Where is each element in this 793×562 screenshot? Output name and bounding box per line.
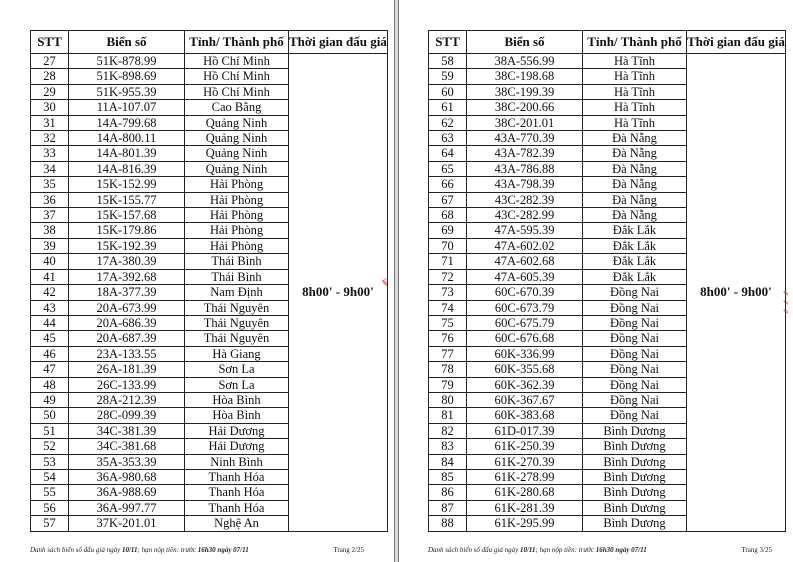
row-stt: 55 xyxy=(31,485,69,500)
plate-table xyxy=(428,30,786,532)
page-number: Trang 3/25 xyxy=(741,546,772,554)
row-plate-number: 14A-799.68 xyxy=(69,115,185,130)
row-province: Hải Dương xyxy=(185,423,289,438)
row-province: Hà Tĩnh xyxy=(583,84,687,99)
row-province: Hồ Chí Minh xyxy=(185,54,289,69)
header-stt: STT xyxy=(429,31,467,54)
header-time: Thời gian đấu giá xyxy=(687,31,786,54)
row-province: Thanh Hóa xyxy=(185,500,289,515)
row-stt: 56 xyxy=(31,500,69,515)
handwritten-signature-mark: ✎ ✎ ✎ xyxy=(783,290,789,316)
row-stt: 54 xyxy=(31,469,69,484)
row-stt: 31 xyxy=(31,115,69,130)
row-stt: 78 xyxy=(429,362,467,377)
row-stt: 42 xyxy=(31,285,69,300)
row-province: Đồng Nai xyxy=(583,331,687,346)
header-province: Tỉnh/ Thành phố xyxy=(583,31,687,54)
row-province: Đồng Nai xyxy=(583,392,687,407)
row-plate-number: 60K-355.68 xyxy=(467,362,583,377)
row-plate-number: 17A-392.68 xyxy=(69,269,185,284)
row-stt: 82 xyxy=(429,423,467,438)
header-stt: STT xyxy=(31,31,69,54)
table-row xyxy=(429,54,786,69)
row-plate-number: 43C-282.99 xyxy=(467,208,583,223)
row-plate-number: 18A-377.39 xyxy=(69,285,185,300)
row-province: Bình Dương xyxy=(583,516,687,531)
row-stt: 74 xyxy=(429,300,467,315)
row-province: Bình Dương xyxy=(583,485,687,500)
row-stt: 28 xyxy=(31,69,69,84)
row-province: Hải Phòng xyxy=(185,223,289,238)
row-province: Hà Giang xyxy=(185,346,289,361)
row-stt: 86 xyxy=(429,485,467,500)
row-province: Đồng Nai xyxy=(583,285,687,300)
row-plate-number: 11A-107.07 xyxy=(69,100,185,115)
row-plate-number: 51K-878.99 xyxy=(69,54,185,69)
row-stt: 77 xyxy=(429,346,467,361)
row-stt: 71 xyxy=(429,254,467,269)
row-plate-number: 61K-280.68 xyxy=(467,485,583,500)
row-province: Quảng Ninh xyxy=(185,146,289,161)
row-stt: 44 xyxy=(31,315,69,330)
row-province: Hà Tĩnh xyxy=(583,115,687,130)
row-stt: 68 xyxy=(429,208,467,223)
row-stt: 41 xyxy=(31,269,69,284)
row-plate-number: 60C-670.39 xyxy=(467,285,583,300)
row-plate-number: 61D-017.39 xyxy=(467,423,583,438)
page-number: Trang 2/25 xyxy=(333,546,364,554)
row-plate-number: 38C-201.01 xyxy=(467,115,583,130)
row-plate-number: 38C-198.68 xyxy=(467,69,583,84)
row-stt: 81 xyxy=(429,408,467,423)
row-stt: 39 xyxy=(31,238,69,253)
row-stt: 34 xyxy=(31,161,69,176)
row-province: Ninh Bình xyxy=(185,454,289,469)
row-province: Quảng Ninh xyxy=(185,115,289,130)
row-stt: 76 xyxy=(429,331,467,346)
row-stt: 51 xyxy=(31,423,69,438)
row-stt: 64 xyxy=(429,146,467,161)
row-plate-number: 47A-595.39 xyxy=(467,223,583,238)
row-province: Sơn La xyxy=(185,377,289,392)
row-province: Cao Bằng xyxy=(185,100,289,115)
row-province: Thái Bình xyxy=(185,254,289,269)
row-plate-number: 60C-673.79 xyxy=(467,300,583,315)
row-plate-number: 14A-800.11 xyxy=(69,131,185,146)
row-province: Thái Nguyên xyxy=(185,300,289,315)
row-plate-number: 43A-798.39 xyxy=(467,177,583,192)
row-stt: 50 xyxy=(31,408,69,423)
row-plate-number: 61K-295.99 xyxy=(467,516,583,531)
row-stt: 58 xyxy=(429,54,467,69)
row-plate-number: 34C-381.68 xyxy=(69,439,185,454)
row-stt: 29 xyxy=(31,84,69,99)
row-plate-number: 35A-353.39 xyxy=(69,454,185,469)
row-stt: 27 xyxy=(31,54,69,69)
row-province: Hồ Chí Minh xyxy=(185,84,289,99)
row-plate-number: 26C-133.99 xyxy=(69,377,185,392)
row-plate-number: 43A-786.88 xyxy=(467,161,583,176)
row-province: Đồng Nai xyxy=(583,362,687,377)
row-plate-number: 61K-250.39 xyxy=(467,439,583,454)
row-plate-number: 60K-383.68 xyxy=(467,408,583,423)
row-stt: 59 xyxy=(429,69,467,84)
row-plate-number: 43C-282.39 xyxy=(467,192,583,207)
row-province: Đà Nẵng xyxy=(583,131,687,146)
row-province: Đà Nẵng xyxy=(583,177,687,192)
row-plate-number: 36A-988.69 xyxy=(69,485,185,500)
row-plate-number: 51K-955.39 xyxy=(69,84,185,99)
row-province: Hòa Bình xyxy=(185,408,289,423)
table-row xyxy=(31,54,388,69)
row-plate-number: 26A-181.39 xyxy=(69,362,185,377)
row-province: Hồ Chí Minh xyxy=(185,69,289,84)
row-plate-number: 36A-997.77 xyxy=(69,500,185,515)
row-province: Đồng Nai xyxy=(583,377,687,392)
row-plate-number: 60K-336.99 xyxy=(467,346,583,361)
row-stt: 45 xyxy=(31,331,69,346)
row-plate-number: 61K-278.99 xyxy=(467,469,583,484)
row-stt: 67 xyxy=(429,192,467,207)
row-province: Hải Phòng xyxy=(185,192,289,207)
header-plate: Biển số xyxy=(467,31,583,54)
row-plate-number: 34C-381.39 xyxy=(69,423,185,438)
row-province: Hải Phòng xyxy=(185,238,289,253)
row-province: Thái Nguyên xyxy=(185,331,289,346)
row-province: Đồng Nai xyxy=(583,346,687,361)
row-stt: 62 xyxy=(429,115,467,130)
row-stt: 60 xyxy=(429,84,467,99)
row-province: Đà Nẵng xyxy=(583,208,687,223)
row-province: Đồng Nai xyxy=(583,315,687,330)
row-plate-number: 36A-980.68 xyxy=(69,469,185,484)
row-stt: 46 xyxy=(31,346,69,361)
row-stt: 53 xyxy=(31,454,69,469)
row-province: Đà Nẵng xyxy=(583,146,687,161)
row-province: Quảng Ninh xyxy=(185,161,289,176)
row-province: Hà Tĩnh xyxy=(583,69,687,84)
page-footer: Danh sách biển số đấu giá ngày 10/11; hạn nộp tiền: trước 16h30 ngày 07/11 xyxy=(428,546,647,554)
row-province: Bình Dương xyxy=(583,423,687,438)
row-plate-number: 20A-687.39 xyxy=(69,331,185,346)
row-plate-number: 37K-201.01 xyxy=(69,516,185,531)
row-plate-number: 28A-212.39 xyxy=(69,392,185,407)
row-stt: 37 xyxy=(31,208,69,223)
row-plate-number: 38C-200.66 xyxy=(467,100,583,115)
row-stt: 61 xyxy=(429,100,467,115)
row-province: Đắk Lắk xyxy=(583,269,687,284)
row-stt: 70 xyxy=(429,238,467,253)
row-stt: 69 xyxy=(429,223,467,238)
row-province: Quảng Ninh xyxy=(185,131,289,146)
row-plate-number: 47A-605.39 xyxy=(467,269,583,284)
row-plate-number: 14A-801.39 xyxy=(69,146,185,161)
row-province: Đắk Lắk xyxy=(583,238,687,253)
table-body xyxy=(31,54,388,532)
row-stt: 63 xyxy=(429,131,467,146)
row-stt: 65 xyxy=(429,161,467,176)
row-province: Bình Dương xyxy=(583,469,687,484)
row-province: Bình Dương xyxy=(583,500,687,515)
row-province: Sơn La xyxy=(185,362,289,377)
row-province: Đắk Lắk xyxy=(583,254,687,269)
row-province: Nam Định xyxy=(185,285,289,300)
row-stt: 79 xyxy=(429,377,467,392)
row-stt: 30 xyxy=(31,100,69,115)
row-stt: 57 xyxy=(31,516,69,531)
document-page-2 xyxy=(0,0,395,562)
row-province: Hòa Bình xyxy=(185,392,289,407)
row-stt: 83 xyxy=(429,439,467,454)
row-stt: 52 xyxy=(31,439,69,454)
row-province: Thanh Hóa xyxy=(185,485,289,500)
row-stt: 32 xyxy=(31,131,69,146)
header-plate: Biển số xyxy=(69,31,185,54)
row-stt: 85 xyxy=(429,469,467,484)
plate-table xyxy=(30,30,388,532)
row-province: Hải Dương xyxy=(185,439,289,454)
row-plate-number: 60K-362.39 xyxy=(467,377,583,392)
row-stt: 33 xyxy=(31,146,69,161)
row-stt: 73 xyxy=(429,285,467,300)
row-plate-number: 61K-281.39 xyxy=(467,500,583,515)
table-header-row xyxy=(31,31,388,54)
row-province: Thái Bình xyxy=(185,269,289,284)
table-body xyxy=(429,54,786,532)
row-province: Nghệ An xyxy=(185,516,289,531)
document-page-3 xyxy=(398,0,793,562)
row-stt: 72 xyxy=(429,269,467,284)
row-province: Thanh Hóa xyxy=(185,469,289,484)
header-province: Tỉnh/ Thành phố xyxy=(185,31,289,54)
row-plate-number: 43A-770.39 xyxy=(467,131,583,146)
row-plate-number: 23A-133.55 xyxy=(69,346,185,361)
row-province: Thái Nguyên xyxy=(185,315,289,330)
row-stt: 84 xyxy=(429,454,467,469)
row-plate-number: 15K-152.99 xyxy=(69,177,185,192)
row-plate-number: 61K-270.39 xyxy=(467,454,583,469)
row-plate-number: 60C-675.79 xyxy=(467,315,583,330)
row-stt: 38 xyxy=(31,223,69,238)
row-plate-number: 20A-673.99 xyxy=(69,300,185,315)
row-plate-number: 47A-602.68 xyxy=(467,254,583,269)
row-plate-number: 60C-676.68 xyxy=(467,331,583,346)
auction-time-cell: 8h00' - 9h00' xyxy=(289,54,388,532)
row-stt: 43 xyxy=(31,300,69,315)
row-stt: 49 xyxy=(31,392,69,407)
row-plate-number: 28C-099.39 xyxy=(69,408,185,423)
row-plate-number: 17A-380.39 xyxy=(69,254,185,269)
row-stt: 40 xyxy=(31,254,69,269)
table-header-row xyxy=(429,31,786,54)
row-plate-number: 43A-782.39 xyxy=(467,146,583,161)
row-province: Bình Dương xyxy=(583,439,687,454)
row-stt: 80 xyxy=(429,392,467,407)
row-plate-number: 38C-199.39 xyxy=(467,84,583,99)
row-stt: 87 xyxy=(429,500,467,515)
auction-time-cell: 8h00' - 9h00' xyxy=(687,54,786,532)
row-province: Hải Phòng xyxy=(185,177,289,192)
row-stt: 36 xyxy=(31,192,69,207)
header-time: Thời gian đấu giá xyxy=(289,31,388,54)
row-plate-number: 47A-602.02 xyxy=(467,238,583,253)
row-province: Hải Phòng xyxy=(185,208,289,223)
row-province: Hà Tĩnh xyxy=(583,54,687,69)
row-province: Đà Nẵng xyxy=(583,192,687,207)
row-plate-number: 38A-556.99 xyxy=(467,54,583,69)
row-plate-number: 15K-192.39 xyxy=(69,238,185,253)
handwritten-signature-mark: ✍ xyxy=(380,276,393,287)
row-stt: 88 xyxy=(429,516,467,531)
row-stt: 75 xyxy=(429,315,467,330)
row-stt: 35 xyxy=(31,177,69,192)
row-stt: 66 xyxy=(429,177,467,192)
row-province: Hà Tĩnh xyxy=(583,100,687,115)
row-province: Bình Dương xyxy=(583,454,687,469)
row-stt: 47 xyxy=(31,362,69,377)
row-plate-number: 14A-816.39 xyxy=(69,161,185,176)
row-province: Đồng Nai xyxy=(583,300,687,315)
row-province: Đồng Nai xyxy=(583,408,687,423)
row-plate-number: 60K-367.67 xyxy=(467,392,583,407)
row-plate-number: 20A-686.39 xyxy=(69,315,185,330)
row-plate-number: 15K-179.86 xyxy=(69,223,185,238)
row-plate-number: 51K-898.69 xyxy=(69,69,185,84)
row-plate-number: 15K-155.77 xyxy=(69,192,185,207)
row-stt: 48 xyxy=(31,377,69,392)
row-province: Đắk Lắk xyxy=(583,223,687,238)
row-plate-number: 15K-157.68 xyxy=(69,208,185,223)
page-footer: Danh sách biển số đấu giá ngày 10/11; hạn nộp tiền: trước 16h30 ngày 07/11 xyxy=(30,546,249,554)
row-province: Đà Nẵng xyxy=(583,161,687,176)
